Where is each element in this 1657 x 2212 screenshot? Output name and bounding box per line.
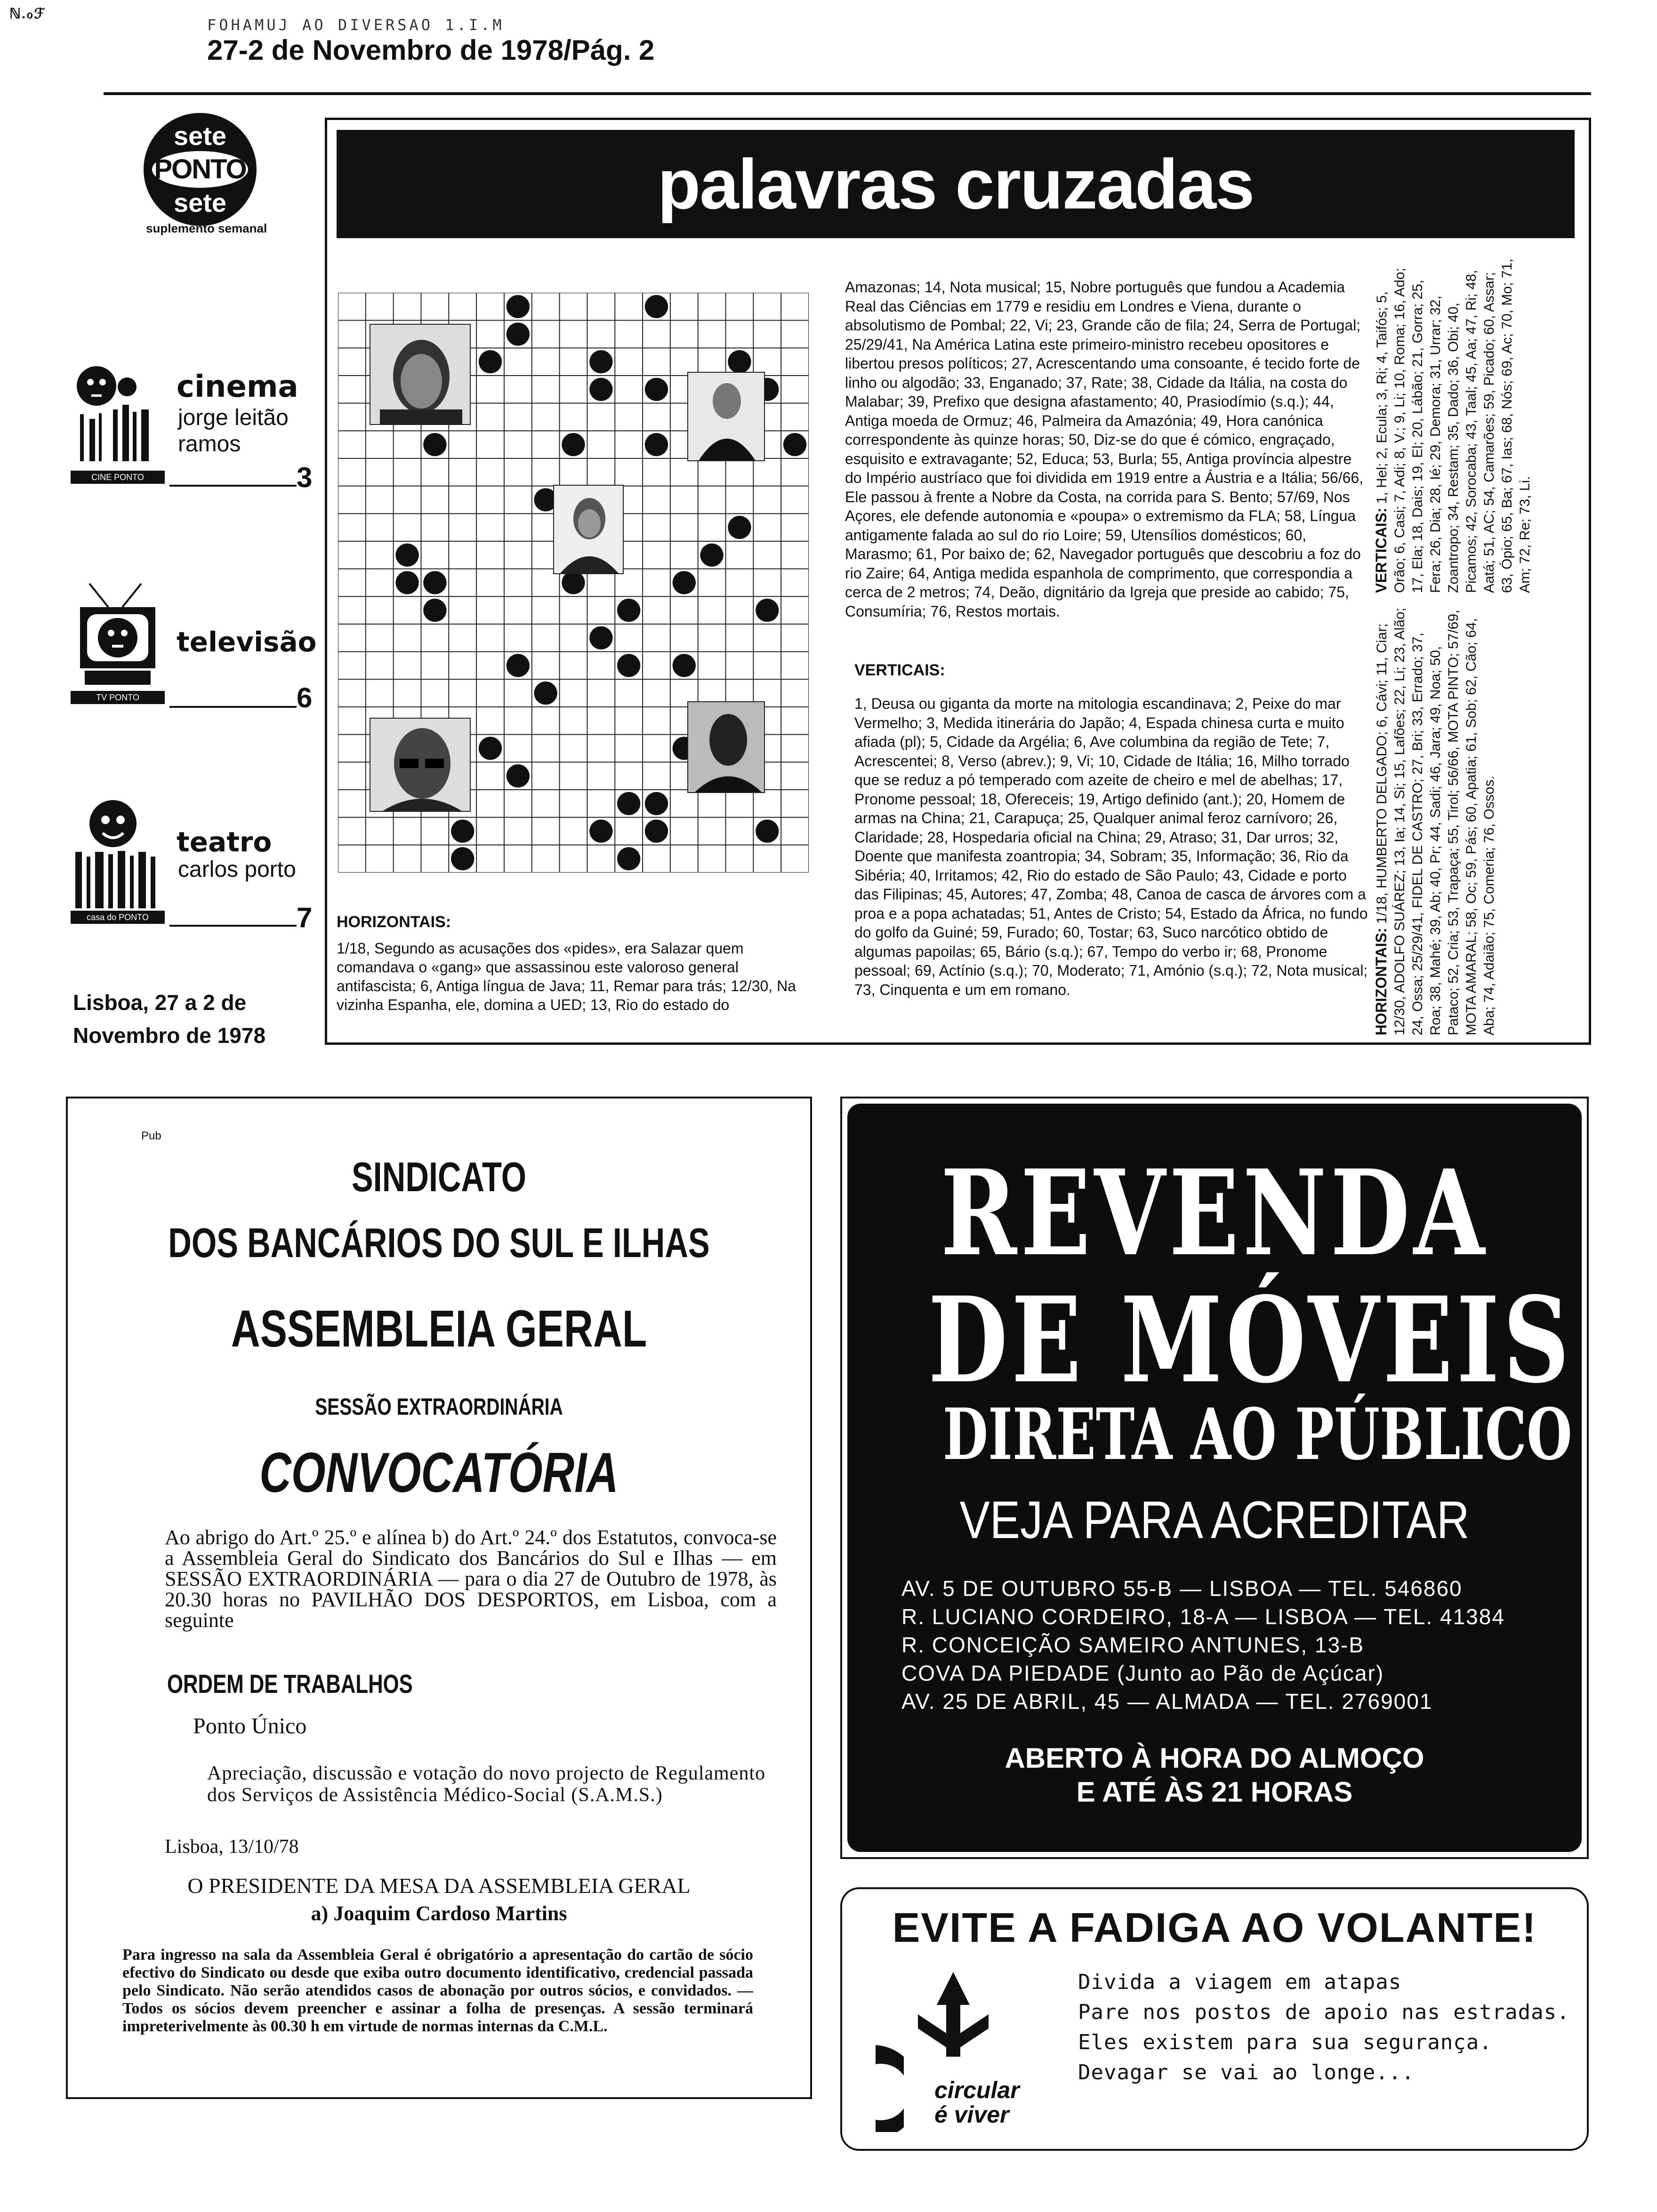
veja-acreditar: VEJA PARA ACREDITAR (959, 1491, 1470, 1549)
evite-advice (1078, 1967, 1570, 2088)
sindicato-subtitle: DOS BANCÁRIOS DO SUL E ILHAS (168, 1219, 710, 1266)
address-line: AV. 25 DE ABRIL, 45 — ALMADA — TEL. 2769001 (901, 1689, 1433, 1714)
advice-line: Eles existem para sua segurança. (1078, 2030, 1492, 2054)
section-cinema-band: CINE PONTO (71, 471, 165, 484)
direta-publico: DIRETA AO PÚBLICO (942, 1393, 1572, 1476)
apreciacao-text: Apreciação, discussão e votação do novo projecto de Regulamento dos Serviços de Assistência Médico-Social (S.A.M.S.) (207, 1763, 766, 1806)
logo-line3: sete (173, 188, 227, 217)
black-cell (645, 433, 668, 456)
black-cell (423, 571, 446, 594)
television-icon (71, 579, 165, 692)
black-cell (562, 433, 585, 456)
address-line: AV. 5 DE OUTUBRO 55-B — LISBOA — TEL. 546860 (901, 1576, 1463, 1601)
solutions-horizontais-label: HORIZONTAIS: (1373, 928, 1390, 1035)
mirrored-header-line: FOHAMUJ AO DIVERSAO 1.I.M (207, 16, 505, 34)
black-cell (534, 681, 557, 705)
verticais-clues: 1, Deusa ou giganta da morte na mitologia escandinava; 2, Peixe do mar Vermelho; 3, Medida itinerária do Japão; 4, Espada chinesa curta e muito afiada (pl); 5, Cidade da Argélia; 6, Ave columbina da região de Tete; 7, Acrescentei; 8, Verso (abrev.); 9, Vi; 10, Cidade de Itália; 16, Milho torrado que se reduz a pó temperado com azeite de cheiro e mel de abelhas; 17, Pronome pessoal; 18, Ofereceis; 19, Artigo definido (ant.); 20, Homem de armas na China; 21, Carapuça; 25, Qualquer animal feroz carnívoro; 26, Claridade; 28, Hospedaria oficial na China; 29, Atraso; 31, Dar urros; 32, Doente que manifesta zoantropia; 34, Sobram; 35, Informação; 36, Rio da Sibéria; 40, Irritamos; 42, Rio do estado de São Paulo; 43, Cidade e porto das Filipinas; 45, Autores; 47, Zomba; 48, Canoa de casca de árvores com a proa e a popa achatadas; 51, Antes de Cristo; 54, Estado da África, no fundo do golfo da Guiné; 59, Furado; 60, Tostar; 63, Suco narcótico obtido de algumas papoilas; 65, Bário (s.q.); 67, Tempo do verbo ir; 68, Pronome pessoal; 69, Actínio (s.q.); 70, Moderato; 71, Amónio (s.q.); 72, Nota musical; 73, Cinquenta e um em romano. (854, 695, 1368, 998)
horizontais-clues: 1/18, Segundo as acusações dos «pides», era Salazar quem comandava o «gang» que assassinou este valoroso general antifascista; 6, Antiga língua de Java; 11, Remar para trás; 12/30, Na vizinha Espanha, ele, domina a UED; 13, Rio do estado do (337, 940, 796, 1013)
horario-line2: E ATÉ ÀS 21 HORAS (1076, 1776, 1353, 1808)
horario-line1: ABERTO À HORA DO ALMOÇO (1005, 1742, 1424, 1774)
revenda-addresses (901, 1574, 1560, 1715)
address-line: R. LUCIANO CORDEIRO, 18-A — LISBOA — TEL. 41384 (901, 1604, 1505, 1629)
masthead-mark: ℕ.ℴℱ (9, 6, 46, 22)
revenda-headline: REVENDA (941, 1144, 1488, 1282)
photo-adolfo-suarez (553, 485, 624, 574)
address-line: R. CONCEIÇÃO SAMEIRO ANTUNES, 13-B (901, 1633, 1365, 1657)
presidente-mesa: O PRESIDENTE DA MESA DA ASSEMBLEIA GERAL (187, 1874, 691, 1898)
convocatoria-title: CONVOCATÓRIA (259, 1441, 619, 1504)
logo-line2: PONTO (152, 151, 248, 188)
logo-line1: sete (173, 121, 227, 151)
horario (847, 1741, 1582, 1809)
black-cell (562, 571, 585, 594)
black-cell (423, 433, 446, 456)
local-data: Lisboa, 13/10/78 (165, 1836, 299, 1858)
section-teatro-band: casa do PONTO (71, 911, 165, 924)
black-cell (507, 654, 530, 677)
pub-label: Pub (141, 1130, 161, 1142)
solutions-horizontais (1372, 602, 1498, 1035)
section-tv-title: televisão (177, 626, 317, 658)
supplement-label: suplemento semanal (146, 221, 267, 235)
section-cinema-page: 3 (297, 462, 313, 493)
circular-brand (934, 2078, 1020, 2127)
black-cell (645, 295, 668, 318)
black-cell (728, 516, 751, 539)
verticais-title: VERTICAIS: (854, 661, 945, 679)
section-teatro-author: carlos porto (178, 857, 296, 882)
moveis-headline: DE MÓVEIS (928, 1271, 1573, 1409)
black-cell (451, 847, 474, 870)
black-cell (589, 350, 612, 373)
brand-line1: circular (934, 2077, 1020, 2103)
black-cell (645, 819, 668, 842)
black-cell (507, 295, 530, 318)
black-cell (617, 847, 640, 870)
sete-ponto-sete-logo (144, 113, 257, 226)
photo-man-glasses (370, 718, 471, 812)
black-cell (395, 544, 418, 567)
cinema-face-icon (71, 358, 165, 471)
black-cell (589, 378, 612, 401)
section-cinema-title: cinema (177, 369, 298, 404)
black-cell (728, 350, 751, 373)
black-cell (673, 571, 696, 594)
assinatura: a) Joaquim Cardoso Martins (311, 1902, 567, 1925)
black-cell (479, 737, 502, 760)
section-cinema-author: jorge leitão ramos (178, 405, 289, 457)
section-teatro-page: 7 (297, 902, 313, 933)
black-cell (395, 571, 418, 594)
black-cell (479, 350, 502, 373)
photo-man-suit (687, 372, 765, 461)
horizontais-title: HORIZONTAIS: (337, 913, 451, 931)
crossword-title: palavras cruzadas (337, 130, 1575, 238)
ingresso-note: Para ingresso na sala da Assembleia Geral é obrigatório a apresentação do cartão de sócio efectivo do Sindicato ou desde que exiba outro documento identificativo, credencial passada pelo Sindicato. Não serão atendidos casos de abonação por outros sócios, e convidados. — Todos os sócios devem preencher e assinar a folha de presenças. A sessão terminará impreterivelmente às 00.30 h em virtude de normas internas da C.M.L. (122, 1946, 753, 2035)
section-teatro-leader (169, 925, 297, 927)
theatre-mask-icon (71, 795, 165, 918)
header-rule (104, 92, 1591, 95)
brand-line2: é viver (934, 2101, 1009, 2128)
issue-date-page: 27-2 de Novembro de 1978/Pág. 2 (207, 34, 655, 66)
black-cell (645, 792, 668, 815)
sindicato-title: SINDICATO (351, 1154, 527, 1200)
black-cell (700, 544, 723, 567)
black-cell (756, 819, 779, 842)
section-tv-page: 6 (297, 682, 313, 713)
section-cinema-leader (169, 485, 297, 487)
ordem-trabalhos: ORDEM DE TRABALHOS (167, 1669, 413, 1699)
black-cell (589, 626, 612, 649)
dateline: Lisboa, 27 a 2 de Novembro de 1978 (73, 990, 266, 1048)
advice-line: Devagar se vai ao longe... (1078, 2060, 1415, 2084)
solutions-horizontais-text: 1/18, HUMBERTO DELGADO; 6, Cávi; 11, Ciar; 12/30, ADOLFO SUÁREZ; 13, Ia; 14, Si; 15, Lafões; 22, Li; 23, Alão; 24, Ossa; 25/29/41, FIDEL DE CASTRO; 27, Bri; 33, Errado; 37, Roa; 38, Mahé; 39, Ab; 40, Pr; 44, Sadi; 46, Jara; 49, Noa; 50, Pataco; 52, Cria; 53, Trapaça; 55, Tirol; 56/66, MOTA PINTO; 57/69, MOTA AMARAL; 58, Oc; 59, Pás; 60, Apatia; 61, Sob; 62, Cão; 64, Aba; 74, Adaião; 75, Comeria; 76, Ossos. (1374, 608, 1497, 1035)
black-cell (673, 654, 696, 677)
sessao-title: SESSÃO EXTRAORDINÁRIA (315, 1394, 563, 1420)
evite-title: EVITE A FADIGA AO VOLANTE! (892, 1904, 1537, 1951)
black-cell (507, 764, 530, 787)
section-teatro-title: teatro (177, 826, 272, 858)
ponto-unico: Ponto Único (193, 1714, 307, 1739)
black-cell (423, 599, 446, 622)
black-cell (617, 654, 640, 677)
black-cell (589, 819, 612, 842)
horizontais-clues-continued: Amazonas; 14, Nota musical; 15, Nobre português que fundou a Academia Real das Ciências em 1779 e residiu em Londres e Viena, durante o absolutismo de Pombal; 22, Vi; 23, Grande cão de fila; 24, Serra de Portugal; 25/29/41, Na América Latina este primeiro-ministro recebeu opositores e libertou presos políticos; 27, Acrescentando uma consoante, é tecido forte de linho ou algodão; 33, Enganado; 37, Rate; 38, Cidade da Itália, na costa do Malabar; 39, Prefixo que designa afastamento; 40, Prasiodímio (s.q.); 44, Antiga moeda de Ormuz; 46, Palmeira da Amazónia; 49, Hora canónica correspondente às quinze horas; 50, Diz-se do que é cómico, engraçado, esquisito e extravagante; 52, Educa; 53, Burla; 55, Antiga província alpestre do Império austríaco que foi dividida em 1919 entre a Áustria e a Itália; 56/66, Ele passou à frente a Nobre da Costa, na corrida para S. Bento; 57/69, Nos Açores, ele defende autonomia e «poupa» o extremismo da FLA; 58, Língua antigamente falada ao sul do rio Loire; 59, Utensílios domésticos; 60, Marasmo; 61, Por baixo de; 62, Navegador português que descobriu a foz do rio Zaire; 64, Antiga medida espanhola de comprimento, que correspondia a cerca de 2 metros; 74, Deão, dignitário da Igreja que preside ao cabido; 75, Consumíria; 76, Restos mortais. (845, 279, 1364, 620)
photo-man-dark (687, 701, 765, 793)
solutions-verticais (1372, 254, 1534, 593)
assembleia-title: ASSEMBLEIA GERAL (231, 1300, 647, 1358)
address-line: COVA DA PIEDADE (Junto ao Pão de Açúcar) (901, 1661, 1384, 1685)
solutions-verticais-text: 1, Hel; 2, Ecula; 3, Ri; 4, Taifós; 5, Orão; 6, Casi; 7, Adi; 8, V.; 9, Li; 10, Roma; 16, Ado; 17, Ela; 18, Dais; 19, El; 20, Lábão; 21, Gorra; 25, Fera; 26, Dia; 28, Ié; 29, Demora; 31, Urrar; 32, Zoantropo; 34, Restam; 35, Dado; 36, Obi; 40, Picamos; 42, Sorocaba; 43, Taal; 45, Aa; 47, Ri; 48, Aatá; 51, AC; 54, Camarões; 59, Picado; 60, Assar; 63, Ópio; 65, Ba; 67, Ias; 68, Nós; 69, Ac; 70, Mo; 71, Am; 72, Re; 73, Li. (1374, 258, 1533, 593)
photo-humberto-delgado (370, 324, 471, 425)
section-tv-leader (169, 706, 297, 708)
black-cell (617, 599, 640, 622)
solutions-verticais-label: VERTICAIS: (1373, 507, 1390, 593)
black-cell (451, 819, 474, 842)
black-cell (645, 378, 668, 401)
convocatoria-body: Ao abrigo do Art.º 25.º e alínea b) do Art.º 24.º dos Estatutos, convoca-se a Assembleia Geral do Sindicato dos Bancários do Sul e Ilhas — em SESSÃO EXTRAORDINÁRIA — para o dia 27 de Outubro de 1978, às 20.30 horas no PAVILHÃO DOS DESPORTOS, em Lisboa, com a seguinte (165, 1526, 777, 1632)
black-cell (507, 322, 530, 345)
section-tv-band: TV PONTO (71, 691, 165, 704)
advice-line: Pare nos postos de apoio nas estradas. (1078, 2000, 1570, 2024)
black-cell (756, 599, 779, 622)
advice-line: Divida a viagem em atapas (1078, 1970, 1402, 1994)
black-cell (617, 792, 640, 815)
black-cell (783, 433, 806, 456)
